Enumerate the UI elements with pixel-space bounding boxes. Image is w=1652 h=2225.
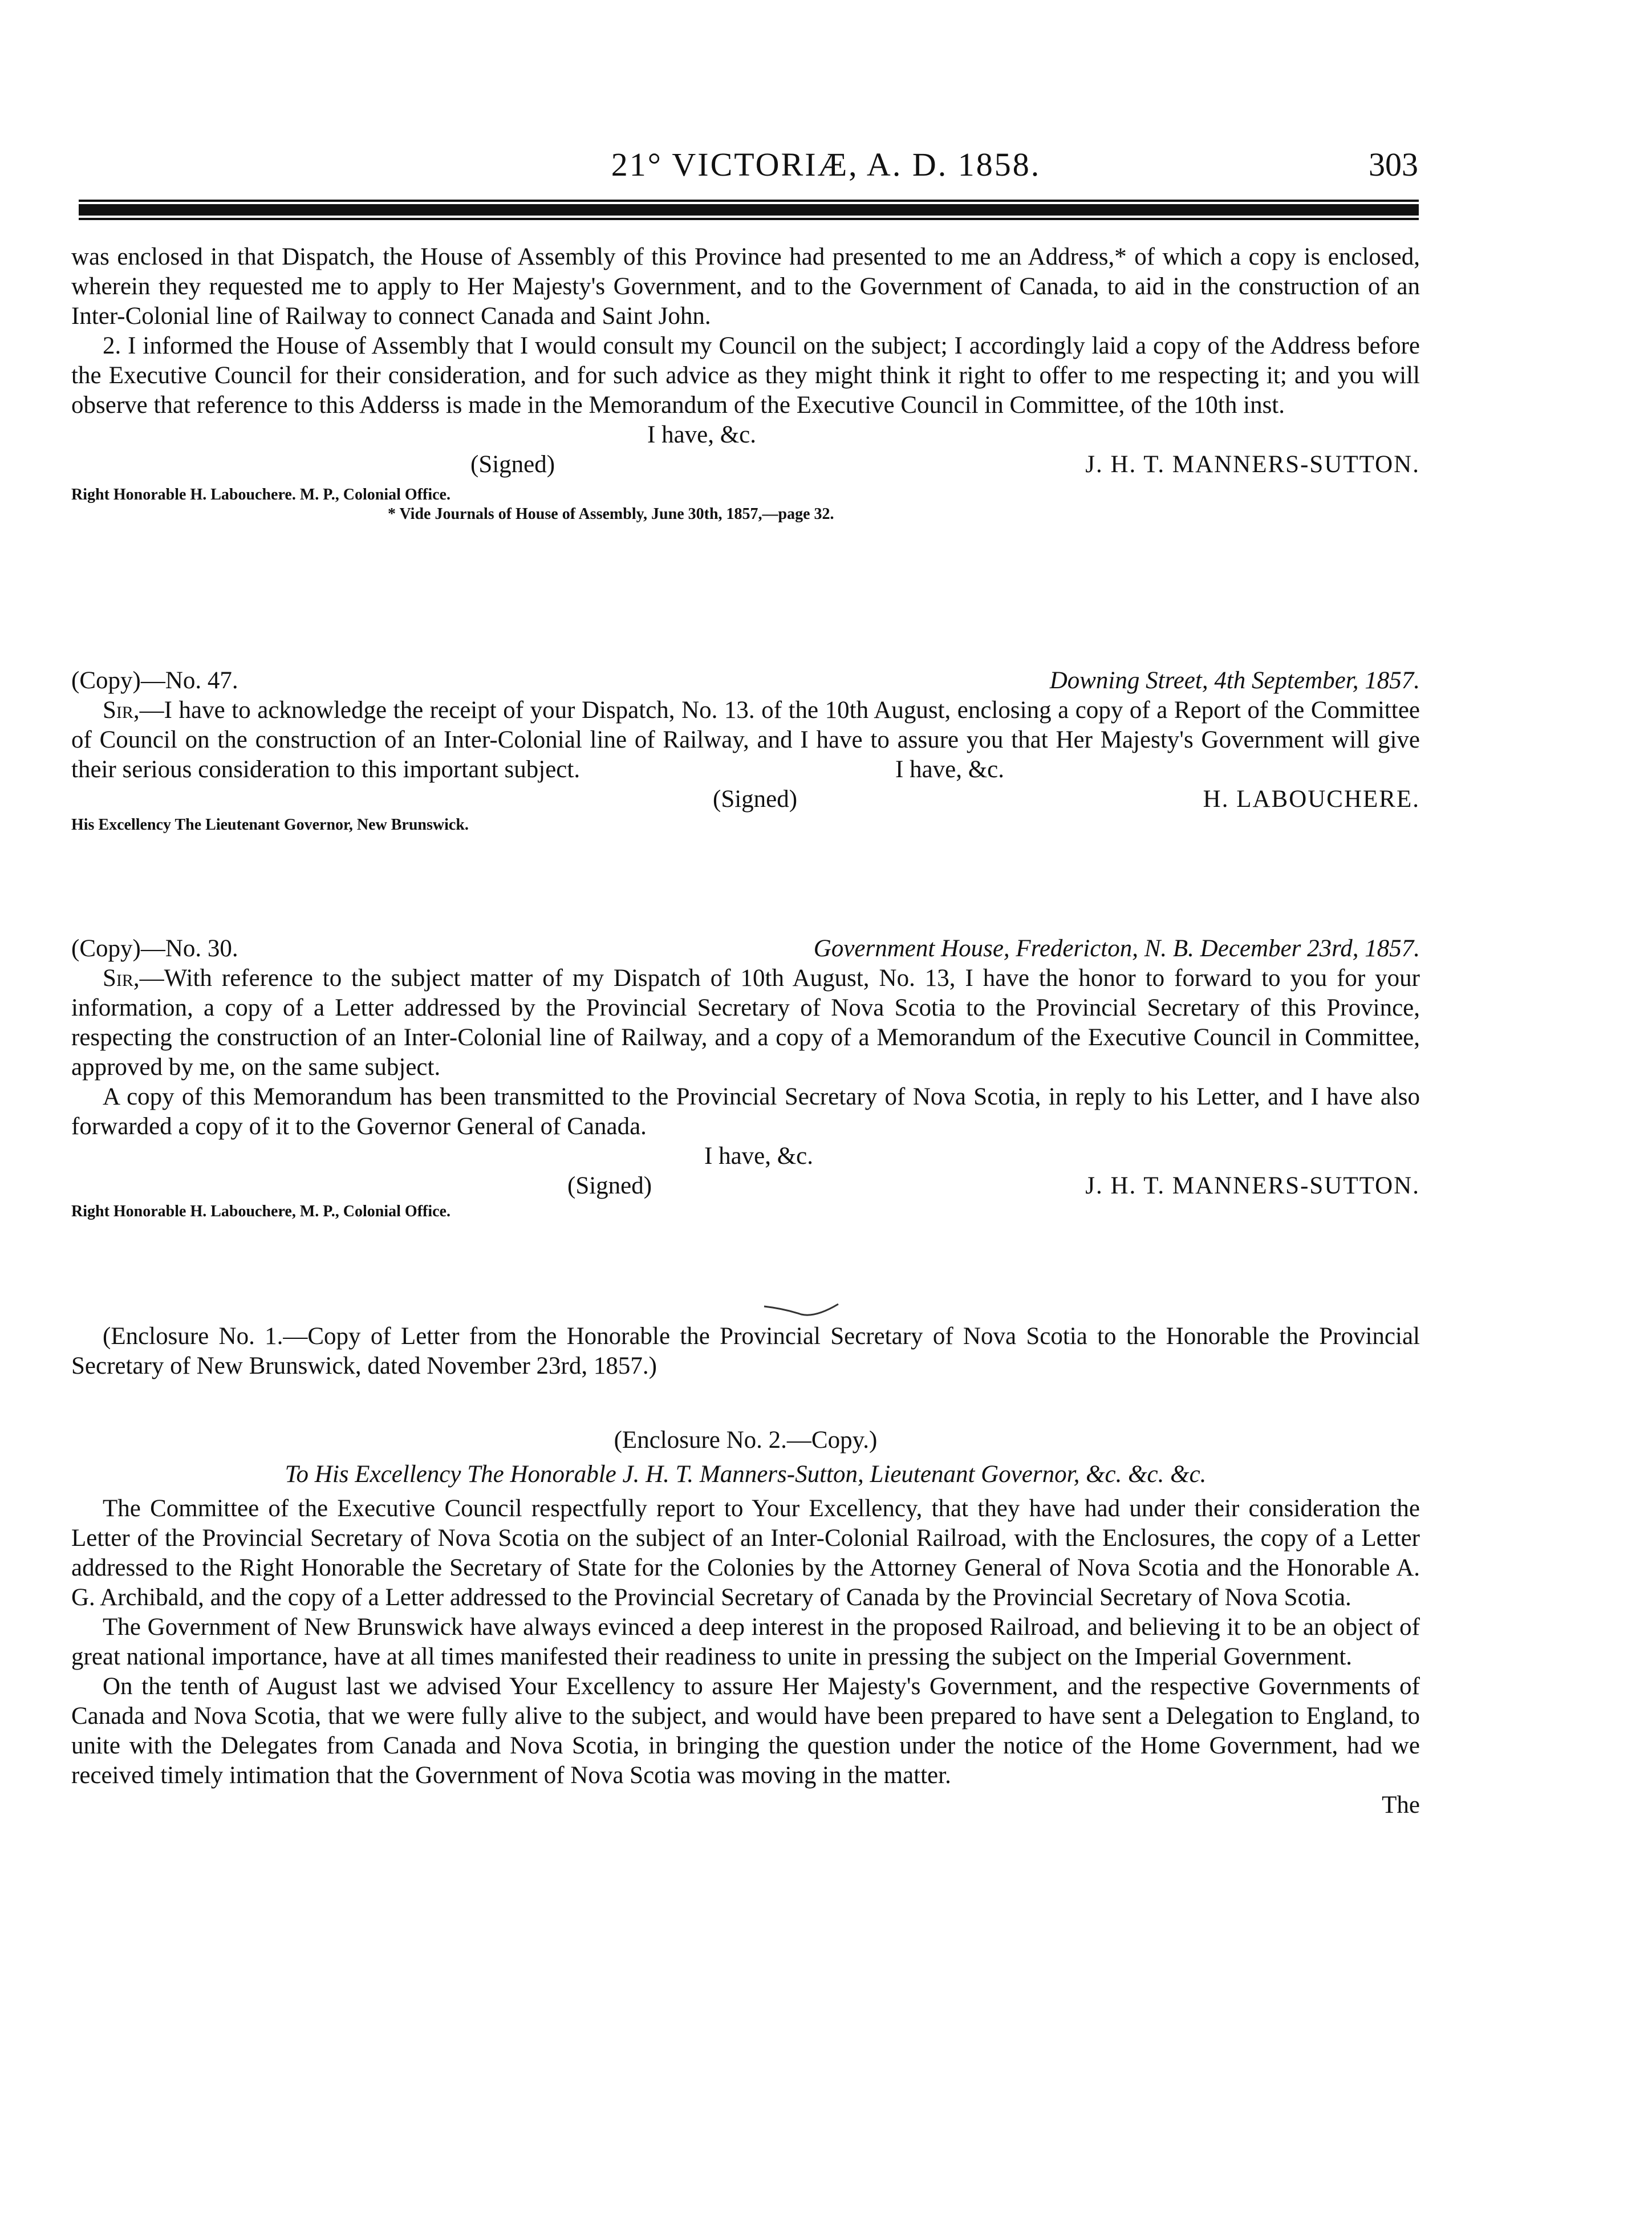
signed-label: (Signed) <box>713 786 798 813</box>
signer-name: H. LABOUCHERE. <box>1203 786 1420 813</box>
place-date: Government House, Fredericton, N. B. December 23rd, 1857. <box>813 935 1420 962</box>
dispatch-no-47 <box>71 666 1420 835</box>
addressee: Right Honorable H. Labouchere. M. P., Colonial Office. <box>71 486 450 504</box>
dispatch-continuation <box>71 242 1420 524</box>
signed-label: (Signed) <box>567 1172 652 1199</box>
paragraph: On the tenth of August last we advised Your Excellency to assure Her Majesty's Government, and the respective Governments of Canada and Nova Scotia, that we were fully alive to the subject, and would have been prepared to have sent a Delegation to England, to unite with the Delegates from Canada and Nova Scotia, in bringing the question under the notice of the Home Government, had we received timely intimation that the Government of Nova Scotia was moving in the matter. <box>71 1673 1420 1789</box>
paragraph: The Government of New Brunswick have always evinced a deep interest in the proposed Railroad, and believing it to be an object of great national importance, have at all times manifested their readiness to unite in pressing the subject on the Imperial Government. <box>71 1614 1420 1670</box>
page-number: 303 <box>1369 146 1418 183</box>
signer-name: J. H. T. MANNERS-SUTTON. <box>1085 451 1420 478</box>
addressee: His Excellency The Lieutenant Governor, New Brunswick. <box>71 816 469 834</box>
closing: I have, &c. <box>704 1143 814 1170</box>
enclosure-heading: (Enclosure No. 2.—Copy.) <box>614 1427 878 1453</box>
paragraph: A copy of this Memorandum has been transmitted to the Provincial Secretary of Nova Scotia, in reply to his Letter, and I have also forwarded a copy of it to the Governor General of Canada. <box>71 1083 1420 1140</box>
signer-name: J. H. T. MANNERS-SUTTON. <box>1085 1172 1420 1199</box>
paragraph-text: —I have to acknowledge the receipt of your Dispatch, No. 13. of the 10th August, enclosing a copy of a Report of the Committee of Council on the construction of an Inter-Colonial line of Railway, and I have to assure you that Her Majesty's Government will give their serious consideration to this important subject. <box>71 697 1420 783</box>
addressee: Right Honorable H. Labouchere, M. P., Colonial Office. <box>71 1203 450 1220</box>
catchword: The <box>1382 1792 1420 1818</box>
footnote: * Vide Journals of House of Assembly, June 30th, 1857,—page 32. <box>388 505 834 523</box>
closing: I have, &c. <box>895 756 1005 783</box>
signed-label: (Signed) <box>470 451 555 478</box>
enclosure-1-text: (Enclosure No. 1.—Copy of Letter from the Honorable the Provincial Secretary of Nova Scotia to the Honorable the Provincial Secretary of New Brunswick, dated November 23rd, 1857.) <box>71 1323 1420 1379</box>
paragraph: was enclosed in that Dispatch, the House of Assembly of this Province had presented to me an Address,* of which a copy is enclosed, wherein they requested me to apply to Her Majesty's Government, and to the Government of Canada, to aid in the construction of an Inter-Colonial line of Railway to connect Canada and Saint John. <box>71 243 1420 330</box>
salutation: Sir, <box>103 697 140 724</box>
paragraph: 2. I informed the House of Assembly that I would consult my Council on the subject; I accordingly laid a copy of the Address before the Executive Council for their consideration, and for such advice as they might think it right to offer to me respecting it; and you will observe that reference to this Adderss is made in the Memorandum of the Executive Council in Committee, of the 10th inst. <box>71 332 1420 419</box>
closing: I have, &c. <box>647 421 757 448</box>
paragraph-text: —With reference to the subject matter of my Dispatch of 10th August, No. 13, I have the honor to forward to you for your information, a copy of a Letter addressed by the Provincial Secretary of Nova Scotia to the Provincial Secretary of this Province, respecting the construction of an Inter-Colonial line of Railway, and a copy of a Memorandum of the Executive Council in Committee, approved by me, on the same subject. <box>71 965 1420 1081</box>
paragraph: The Committee of the Executive Council respectfully report to Your Excellency, that they have had under their consideration the Letter of the Provincial Secretary of Nova Scotia on the subject of an Inter-Colonial Railroad, with the Enclosures, the copy of a Letter addressed to the Right Honorable the Secretary of State for the Colonies by the Attorney General of Nova Scotia and the Honorable A. G. Archibald, and the copy of a Letter addressed to the Provincial Secretary of Canada by the Provincial Secretary of Nova Scotia. <box>71 1495 1420 1611</box>
paragraph <box>71 964 1420 1082</box>
running-header-title: 21° VICTORIÆ, A. D. 1858. <box>611 146 1041 183</box>
signature-line <box>71 1171 1420 1202</box>
enclosure-2 <box>71 1426 1420 1820</box>
address-line: To His Excellency The Honorable J. H. T. Manners-Sutton, Lieutenant Governor, &c. &c. &c. <box>285 1461 1207 1488</box>
salutation: Sir, <box>103 965 140 992</box>
enclosure-1 <box>71 1322 1420 1381</box>
signature-line <box>71 785 1420 815</box>
dispatch-heading <box>71 666 1420 696</box>
signature-line <box>71 450 1420 481</box>
copy-number: (Copy)—No. 30. <box>71 935 238 962</box>
header-rule-bottom <box>79 218 1419 220</box>
header-rule-top <box>79 200 1419 202</box>
copy-number: (Copy)—No. 47. <box>71 667 238 694</box>
header-rule-thick <box>79 204 1419 216</box>
dispatch-no-30 <box>71 934 1420 1221</box>
dispatch-heading <box>71 934 1420 964</box>
place-date: Downing Street, 4th September, 1857. <box>1049 667 1420 694</box>
handwritten-mark <box>761 1302 841 1319</box>
